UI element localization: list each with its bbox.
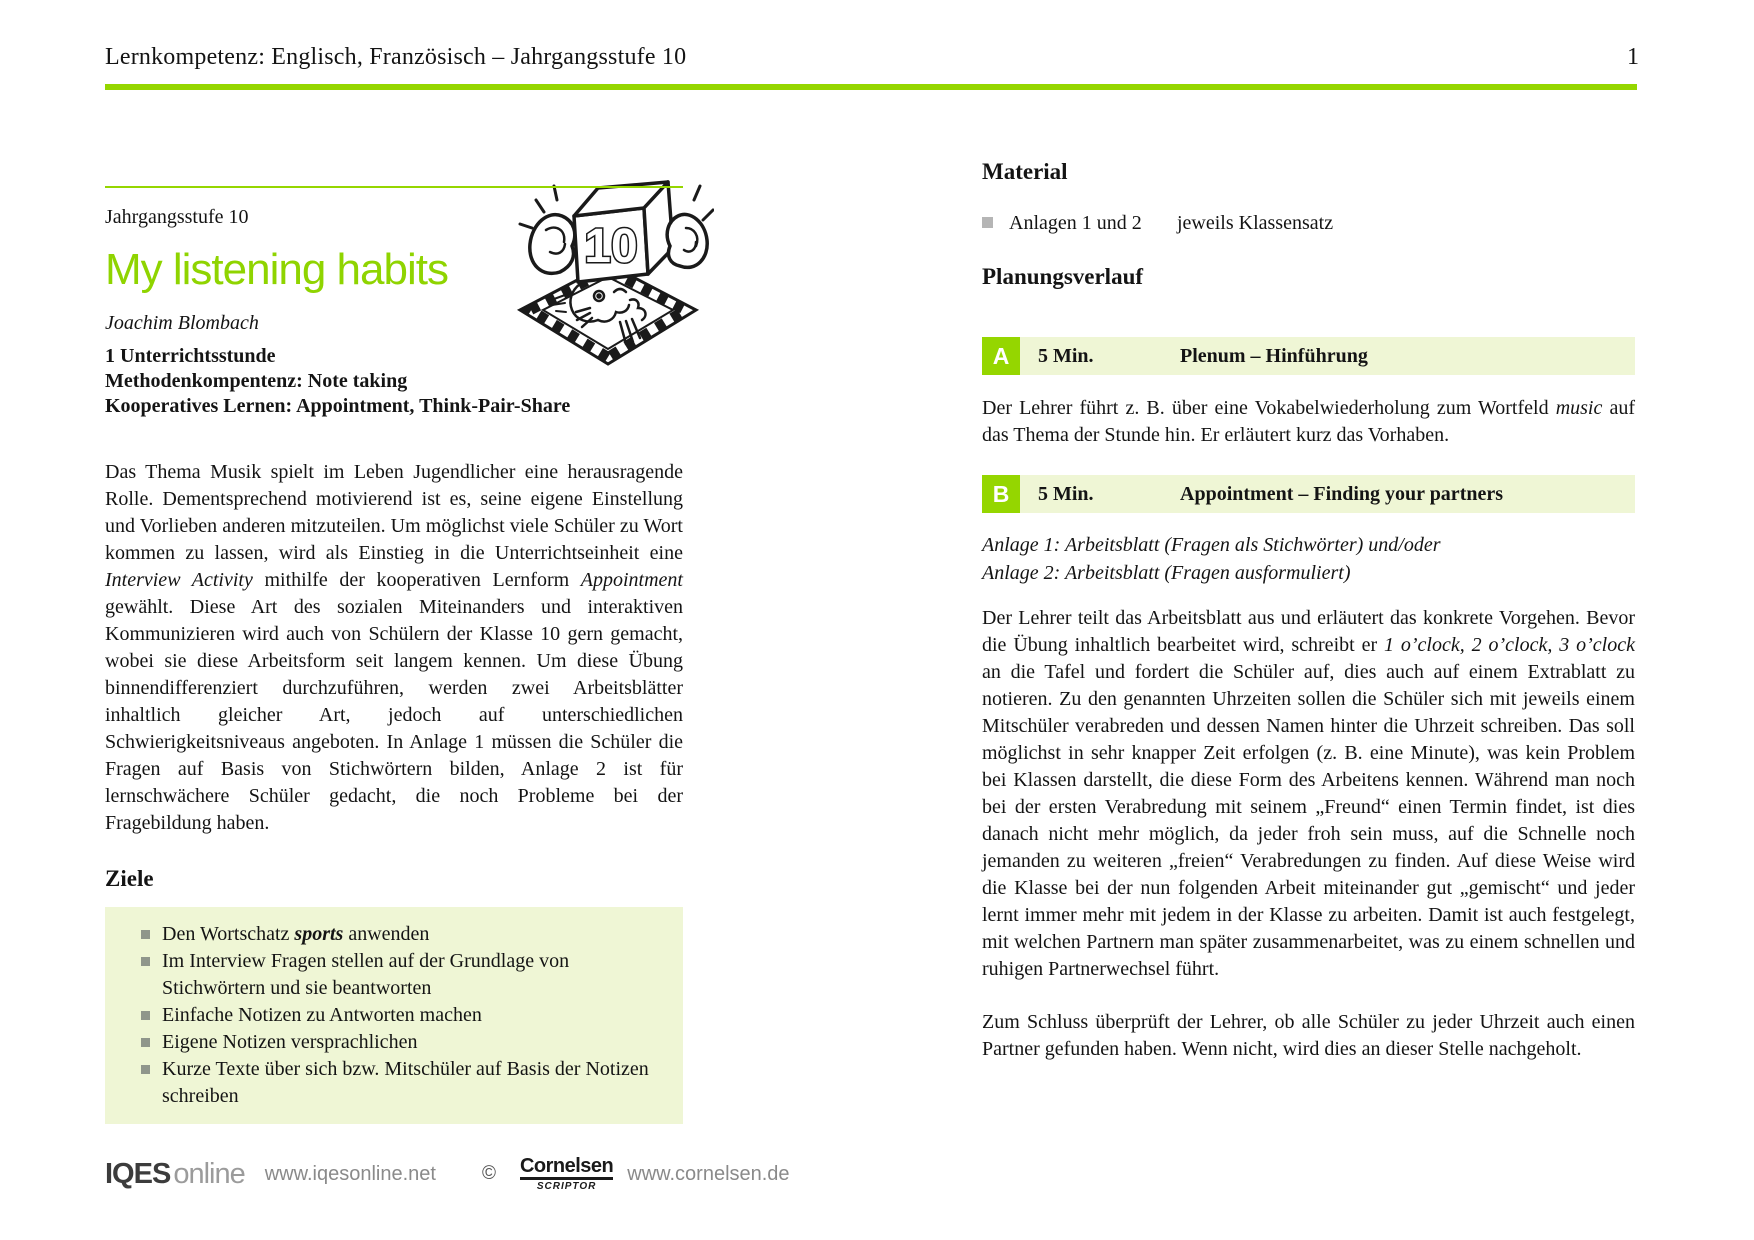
goal-item (129, 1029, 659, 1056)
square-bullet-icon (141, 1038, 150, 1047)
closing-paragraph: Zum Schluss überprüft der Lehrer, ob alle Schüler zu jeder Uhrzeit auch einen Partner gefunden haben. Wenn nicht, wird dies an dieser Stelle nachgeholt. (982, 1011, 1635, 1060)
cornelsen-logo-sub: SCRIPTOR (536, 1181, 597, 1192)
cornelsen-logo (520, 1156, 613, 1192)
goal-item (129, 921, 659, 948)
plan-row-b (982, 475, 1635, 513)
copyright-symbol: © (481, 1163, 496, 1184)
square-bullet-icon (141, 1065, 150, 1074)
intro-paragraph: Das Thema Musik spielt im Leben Jugendlicher eine herausragende Rolle. Dementsprechend motivierend ist es, seine eigene Einstellung und Vorlieben anderen mitzuteilen. Um möglichst viele Schüler zu Wort kommen zu lassen, wird als Einstieg in die Unterrichtseinheit eine Interview Activity mithilfe der kooperativen Lernform Appointment gewählt. Diese Art des sozialen Miteinanders und interaktiven Kommunizieren wird auch von Schülern der Klasse 10 gern gemacht, wobei sie diese Arbeitsform seit langem kennen. Um diese Übung binnendifferenziert durchzuführen, werden zwei Arbeitsblätter inhaltlich gleicher Art, jedoch auf unterschiedlichen Schwierigkeitsniveaus angeboten. In Anlage 1 müssen die Schüler die Fragen auf Basis von Stichwörtern bilden, Anlage 2 ist für lernschwächere Schüler gedacht, die noch Probleme bei der Fragebildung haben. (105, 461, 683, 834)
goal-item (129, 1056, 659, 1110)
square-bullet-icon (141, 930, 150, 939)
goal-item (129, 948, 659, 1002)
author-name: Joachim Blombach (105, 312, 259, 334)
plan-step-bar (1020, 337, 1635, 375)
plan-step-letter-badge: A (982, 337, 1020, 375)
plan-step-letter-badge: B (982, 475, 1020, 513)
square-bullet-icon (141, 1011, 150, 1020)
plan-b-paragraph: Der Lehrer teilt das Arbeitsblatt aus und erläutert das konkrete Vorgehen. Bevor die Übung inhaltlich bearbeitet wird, schreibt er 1 o’clock, 2 o’clock, 3 o’clock an die Tafel und fordert die Schüler auf, dies auch auf einem Extrablatt zu notieren. Zu den genannten Uhrzeiten sollen die Schüler sich mit jeweils einem Mitschüler verabreden und dessen Namen hinter die Uhrzeit schreiben. Das soll möglichst in sehr knapper Zeit erfolgen (z. B. eine Minute), was kein Problem bei Klassen darstellt, die diese Form des Arbeitens kennen. Während man noch bei der ersten Verabredung mit seinem „Freund“ einen Termin findet, ist dies danach nicht mehr möglich, da jeder froh sein muss, auf die Schnelle noch jemanden zu weiteren „freien“ Verabredungen zu finden. Auf diese Weise wird die Klasse bei der nun folgenden Arbeit miteinander gut „gemischt“ und jeder lernt immer mehr mit jedem in der Klasse zu arbeiten. Damit ist auch festgelegt, mit welchen Partnern man später zusammenarbeitet, was zu einem schnellen und ruhigen Partnerwechsel führt. (982, 607, 1635, 980)
goal-text: Den Wortschatz sports anwenden (162, 923, 430, 945)
plan-step-title: Appointment – Finding your partners (1180, 482, 1504, 505)
goals-box (105, 907, 683, 1124)
page-footer (105, 1156, 790, 1192)
goals-heading: Ziele (105, 866, 154, 891)
cornelsen-url: www.cornelsen.de (627, 1162, 790, 1185)
plan-row-a (982, 337, 1635, 375)
page-title: My listening habits (105, 245, 448, 294)
goal-item (129, 1002, 659, 1029)
anlage-note-2: Anlage 2: Arbeitsblatt (Fragen ausformuliert) (982, 562, 1351, 584)
anlage-note-1: Anlage 1: Arbeitsblatt (Fragen als Stichwörter) und/oder (982, 534, 1441, 556)
anlage-notes (982, 531, 1635, 587)
iqes-logo: IQES (105, 1157, 171, 1190)
square-bullet-icon (982, 217, 993, 228)
meta-line-method: Methodenkompentenz: Note taking (105, 370, 408, 392)
material-label: Anlagen 1 und 2 (1009, 212, 1142, 234)
goal-text: Im Interview Fragen stellen auf der Grundlage von Stichwörtern und sie beantworten (162, 950, 570, 999)
iqes-url: www.iqesonline.net (264, 1162, 436, 1185)
goal-text: Einfache Notizen zu Antworten machen (162, 1004, 482, 1026)
plan-step-duration: 5 Min. (1038, 482, 1094, 505)
goal-text: Kurze Texte über sich bzw. Mitschüler auf Basis der Notizen schreiben (162, 1058, 649, 1107)
cube-number-label: 10 (584, 220, 638, 273)
plan-step-bar (1020, 475, 1635, 513)
left-column (105, 186, 683, 1124)
iqes-logo-suffix: online (173, 1157, 245, 1190)
lesson-meta (105, 344, 683, 419)
right-column (982, 158, 1635, 1063)
plan-step-title: Plenum – Hinführung (1180, 344, 1368, 367)
grade-kicker: Jahrgangsstufe 10 (105, 206, 249, 228)
square-bullet-icon (141, 957, 150, 966)
material-heading: Material (982, 159, 1068, 184)
page-number: 1 (1627, 44, 1639, 70)
goal-text: Eigene Notizen versprachlichen (162, 1031, 418, 1053)
plan-step-duration: 5 Min. (1038, 344, 1094, 367)
plan-heading: Planungsverlauf (982, 264, 1144, 289)
cornelsen-logo-name: Cornelsen (520, 1156, 613, 1180)
material-item (982, 210, 1635, 237)
header-rule (105, 84, 1637, 90)
running-header-title: Lernkompetenz: Englisch, Französisch – Jahrgangsstufe 10 (105, 44, 687, 70)
material-value: jeweils Klassensatz (1177, 212, 1334, 234)
goals-list (129, 921, 659, 1110)
meta-line-cooperative: Kooperatives Lernen: Appointment, Think-Pair-Share (105, 395, 571, 417)
meta-line-duration: 1 Unterrichtsstunde (105, 345, 276, 367)
section-rule (105, 186, 683, 188)
plan-a-paragraph: Der Lehrer führt z. B. über eine Vokabelwiederholung zum Wortfeld music auf das Thema der Stunde hin. Er erläutert kurz das Vorhaben. (982, 397, 1635, 446)
